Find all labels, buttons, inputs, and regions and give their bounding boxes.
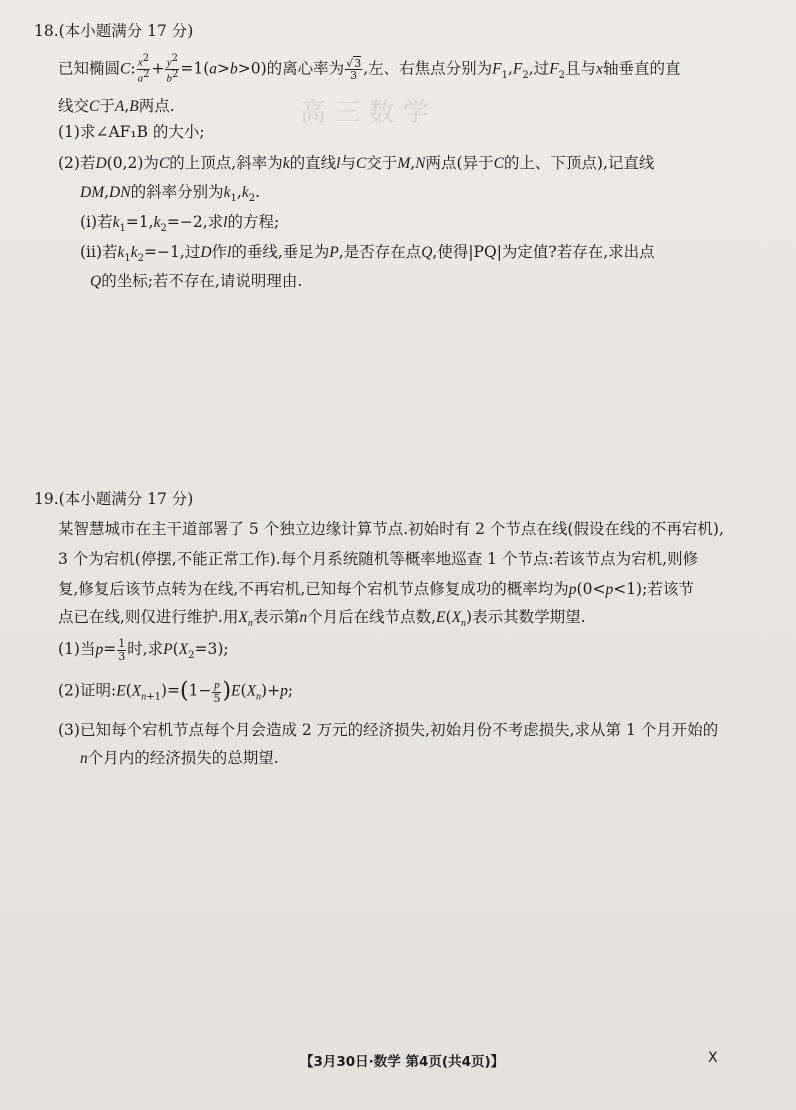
text: ,过 <box>179 243 201 261</box>
text: (1)当 <box>58 640 96 659</box>
text: 表示第 <box>252 608 300 626</box>
problem-18-q2-ii: (ⅱ)若$k_1k_2=-1$,过D作l的垂线,垂足为P,是否存在点Q,使得|PQ|为定值?若存在,求出点 <box>80 243 655 265</box>
text: 且与 <box>565 59 597 78</box>
text: 的直线 <box>289 154 337 172</box>
text: ,过 <box>528 59 550 78</box>
text: 个月内的经济损失的总期望. <box>87 749 279 767</box>
text: 的方程; <box>227 213 280 231</box>
problem-19-line-2: 3 个为宕机(停摆,不能正常工作).每个月系统随机等概率地巡查 1 个节点:若该节点为宕机,则修 <box>58 550 699 568</box>
text: ,左、右焦点分别为 <box>363 59 493 78</box>
text: (2)证明: <box>58 681 117 700</box>
problem-19-q2: (2)证明$:E(X_{n+1})=(1-$ $\frac{p}{5}$ )$E(X_n)+p$; <box>58 678 294 705</box>
text: 的垂线,垂足为 <box>231 243 330 261</box>
text: 已知椭圆 <box>58 59 121 78</box>
problem-18-line-1: 已知椭圆C: $\frac{x^2}{a^2}$ + $\frac{y^2}{b^2}$ =1(a>b>0)的离心率为 $\frac{√3}{3}$ ,左、右焦点分别为$F_1,F_2$,过$F_2$且与x轴垂直的直 <box>58 53 681 85</box>
problem-19-q1: (1)当p= $\frac{1}{3}$ 时,求$P(X_2=3)$; <box>58 637 229 663</box>
text: 的斜率分别为 <box>130 183 224 201</box>
problem-18-q2-ii-line-2: Q的坐标;若不存在,请说明理由. <box>90 272 303 290</box>
problem-19-q3-line-2: n个月内的经济损失的总期望. <box>80 749 279 767</box>
problem-19-line-3: 复,修复后该节点转为在线,不再宕机,已知每个宕机节点修复成功的概率均为p(0<p<1);若该节 <box>58 580 694 598</box>
text: 轴垂直的直 <box>602 59 681 78</box>
text: 的上顶点,斜率为 <box>169 154 283 172</box>
text: (ⅱ)若 <box>80 243 118 261</box>
text: (ⅰ)若 <box>80 213 113 231</box>
text: 点已在线,则仅进行维护.用 <box>58 608 239 626</box>
text: ,是否存在点 <box>338 243 422 261</box>
text: 线交 <box>58 97 90 115</box>
text: 的上、下顶点),记直线 <box>503 154 655 172</box>
problem-18-q2: (2)若D(0,2)为C的上顶点,斜率为k的直线l与C交于M,N两点(异于C的上、下顶点),记直线 <box>58 154 655 172</box>
text: 作 <box>211 243 228 261</box>
footer-mark: X <box>708 1050 718 1066</box>
text: 为 <box>143 154 159 172</box>
text: 时,求 <box>127 640 164 659</box>
bleed-through-text: 高 三 数 学 <box>300 98 429 128</box>
text: 交于 <box>366 154 398 172</box>
problem-19-q3: (3)已知每个宕机节点每个月会造成 2 万元的经济损失,初始月份不考虑损失,求从第 1 个月开始的 <box>58 721 719 739</box>
text: 与 <box>340 154 356 172</box>
text: 于 <box>99 97 115 115</box>
text: 两点. <box>138 97 175 115</box>
text: ,求 <box>202 213 224 231</box>
problem-18-q1: (1)求∠AF₁B 的大小; <box>58 123 205 141</box>
text: 的坐标;若不存在,请说明理由. <box>101 272 303 290</box>
text: 表示其数学期望. <box>472 608 586 626</box>
text: ;若该节 <box>642 580 694 598</box>
text: 的离心率为 <box>266 59 345 78</box>
text: 个月后在线节点数, <box>307 608 437 626</box>
text: 两点(异于 <box>425 154 494 172</box>
problem-18-line-2: 线交C于A,B两点. <box>58 97 175 115</box>
problem-19-line-1: 某智慧城市在主干道部署了 5 个独立边缘计算节点.初始时有 2 个节点在线(假设在线的不再宕机), <box>58 520 724 538</box>
problem-18-heading: 18.(本小题满分 17 分) <box>34 22 194 40</box>
problem-19-line-4: 点已在线,则仅进行维护.用$X_n$表示第n个月后在线节点数$,E(X_n)$表示其数学期望. <box>58 608 586 630</box>
footer-page-info: 【3月30日·数学 第4页(共4页)】 <box>300 1054 505 1070</box>
text: (2)若 <box>58 154 96 172</box>
problem-19-heading: 19.(本小题满分 17 分) <box>34 490 194 508</box>
problem-18-q2-i: (ⅰ)若$k_1=1,k_2=-2$,求l的方程; <box>80 213 280 235</box>
text: ,使得|PQ|为定值?若存在,求出点 <box>432 243 655 261</box>
problem-18-q2-line-2: DM,DN的斜率分别为$k_1,k_2$. <box>80 183 261 205</box>
text: 复,修复后该节点转为在线,不再宕机,已知每个宕机节点修复成功的概率均为 <box>58 580 569 598</box>
